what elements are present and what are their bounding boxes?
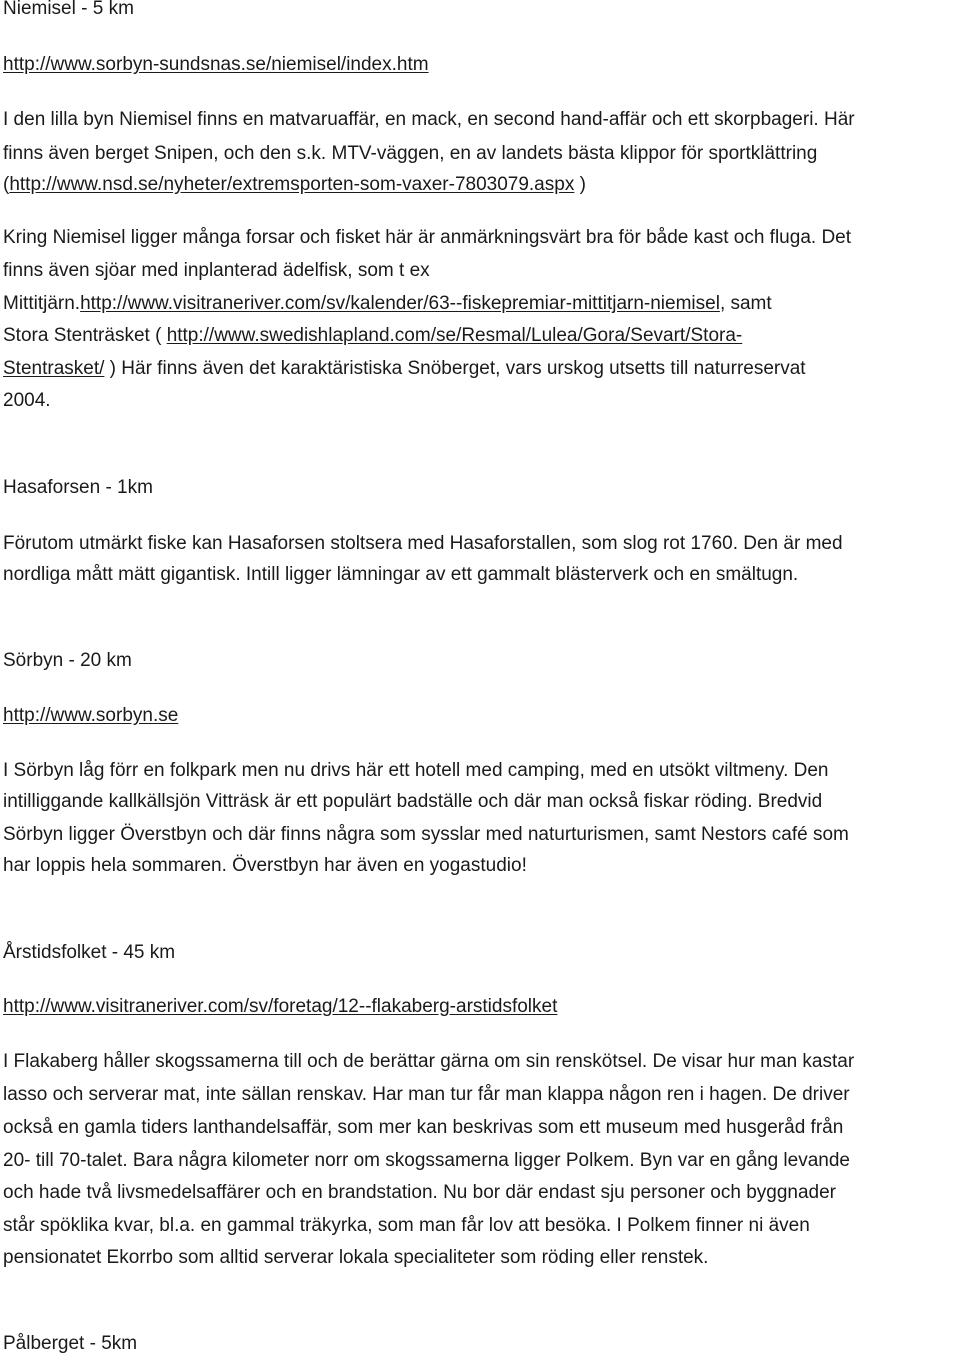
mittitjarn-text: Mittitjärn. [3, 293, 81, 314]
niemisel-p2-line3 [3, 292, 772, 316]
palberget-heading: Pålberget - 5km [3, 1333, 138, 1354]
arstidsfolket-link[interactable]: http://www.visitraneriver.com/sv/foretag/12--flakaberg-arstidsfolket [3, 996, 558, 1017]
arstidsfolket-line5: och hade två livsmedelsaffärer och en brandstation. Nu bor där endast sju personer och byggnader [3, 1182, 836, 1203]
sorbyn-line3: Sörbyn ligger Överstbyn och där finns några som sysslar med naturturismen, samt Nestors café som [3, 824, 849, 845]
sorbyn-link[interactable]: http://www.sorbyn.se [3, 705, 179, 726]
sorbyn-line2: intilliggande kallkällsjön Vitträsk är ett populärt badställe och där man också fiskar röding. Bredvid [3, 791, 823, 812]
swedishlapland-link[interactable]: http://www.swedishlapland.com/se/Resmal/Lulea/Gora/Sevart/Stora- [166, 325, 743, 346]
arstidsfolket-line6: står spöklika kvar, bl.a. en gammal träkyrka, som man får lov att besöka. I Polkem finner ni även [3, 1215, 810, 1236]
niemisel-url-line [3, 53, 429, 77]
arstidsfolket-line4: 20- till 70-talet. Bara några kilometer norr om skogssamerna ligger Polkem. Byn var en gång levande [3, 1150, 850, 1171]
niemisel-p2-line6: 2004. [3, 390, 51, 411]
hasaforsen-heading: Hasaforsen - 1km [3, 477, 153, 498]
niemisel-p2-line5 [3, 357, 806, 381]
arstidsfolket-line1: I Flakaberg håller skogssamerna till och de berättar gärna om sin renskötsel. De visar hur man kastar [3, 1051, 855, 1072]
sorbyn-line1: I Sörbyn låg förr en folkpark men nu drivs här ett hotell med camping, med en utsökt viltmeny. Den [3, 760, 829, 781]
visitraneriver-kalender-link[interactable]: http://www.visitraneriver.com/sv/kalender/63--fiskepremiar-mittitjarn-niemisel [80, 293, 720, 314]
niemisel-p1-line3 [3, 173, 586, 197]
arstidsfolket-line3: också en gamla tiders lanthandelsaffär, som mer kan beskrivas som ett museum med husgeråd från [3, 1117, 844, 1138]
niemisel-p2-line2: finns även sjöar med inplanterad ädelfisk, som t ex [3, 260, 430, 281]
stora-stentrasket-text: Stora Stenträsket ( [3, 325, 167, 346]
niemisel-p1-line2: finns även berget Snipen, och den s.k. MTV-väggen, en av landets bästa klippor för sportklättring [3, 143, 818, 164]
paren-open: ( [3, 174, 10, 195]
swedishlapland-link-cont[interactable]: Stentrasket/ [3, 358, 105, 379]
sorbyn-line4: har loppis hela sommaren. Överstbyn har även en yogastudio! [3, 855, 527, 876]
niemisel-heading: Niemisel - 5 km [3, 0, 134, 19]
paren-close: ) [574, 174, 586, 195]
nsd-link[interactable]: http://www.nsd.se/nyheter/extremsporten-som-vaxer-7803079.aspx [9, 174, 575, 195]
arstidsfolket-heading: Årstidsfolket - 45 km [3, 942, 176, 963]
niemisel-link[interactable]: http://www.sorbyn-sundsnas.se/niemisel/index.htm [3, 54, 429, 75]
arstidsfolket-line2: lasso och serverar mat, inte sällan renskav. Har man tur får man klappa någon ren i hagen. De driver [3, 1084, 850, 1105]
sorbyn-url-line [3, 704, 178, 728]
niemisel-p1-line1: I den lilla byn Niemisel finns en matvaruaffär, en mack, en second hand-affär och ett skorpbageri. Här [3, 109, 855, 130]
samt-text: , samt [719, 293, 772, 314]
niemisel-p2-line4 [3, 324, 742, 348]
arstidsfolket-line7: pensionatet Ekorrbo som alltid serverar lokala specialiteter som röding eller renstek. [3, 1247, 709, 1268]
niemisel-p2-line1: Kring Niemisel ligger många forsar och fisket här är anmärkningsvärt bra för både kast och fluga. Det [3, 227, 852, 248]
snoberget-text: ) Här finns även det karaktäristiska Snöberget, vars urskog utsetts till naturreservat [104, 358, 806, 379]
hasaforsen-line2: nordliga mått mätt gigantisk. Intill ligger lämningar av ett gammalt blästerverk och en smältugn. [3, 564, 799, 585]
sorbyn-heading: Sörbyn - 20 km [3, 650, 132, 671]
hasaforsen-line1: Förutom utmärkt fiske kan Hasaforsen stoltsera med Hasaforstallen, som slog rot 1760. Den är med [3, 533, 843, 554]
arstidsfolket-url-line [3, 995, 557, 1019]
